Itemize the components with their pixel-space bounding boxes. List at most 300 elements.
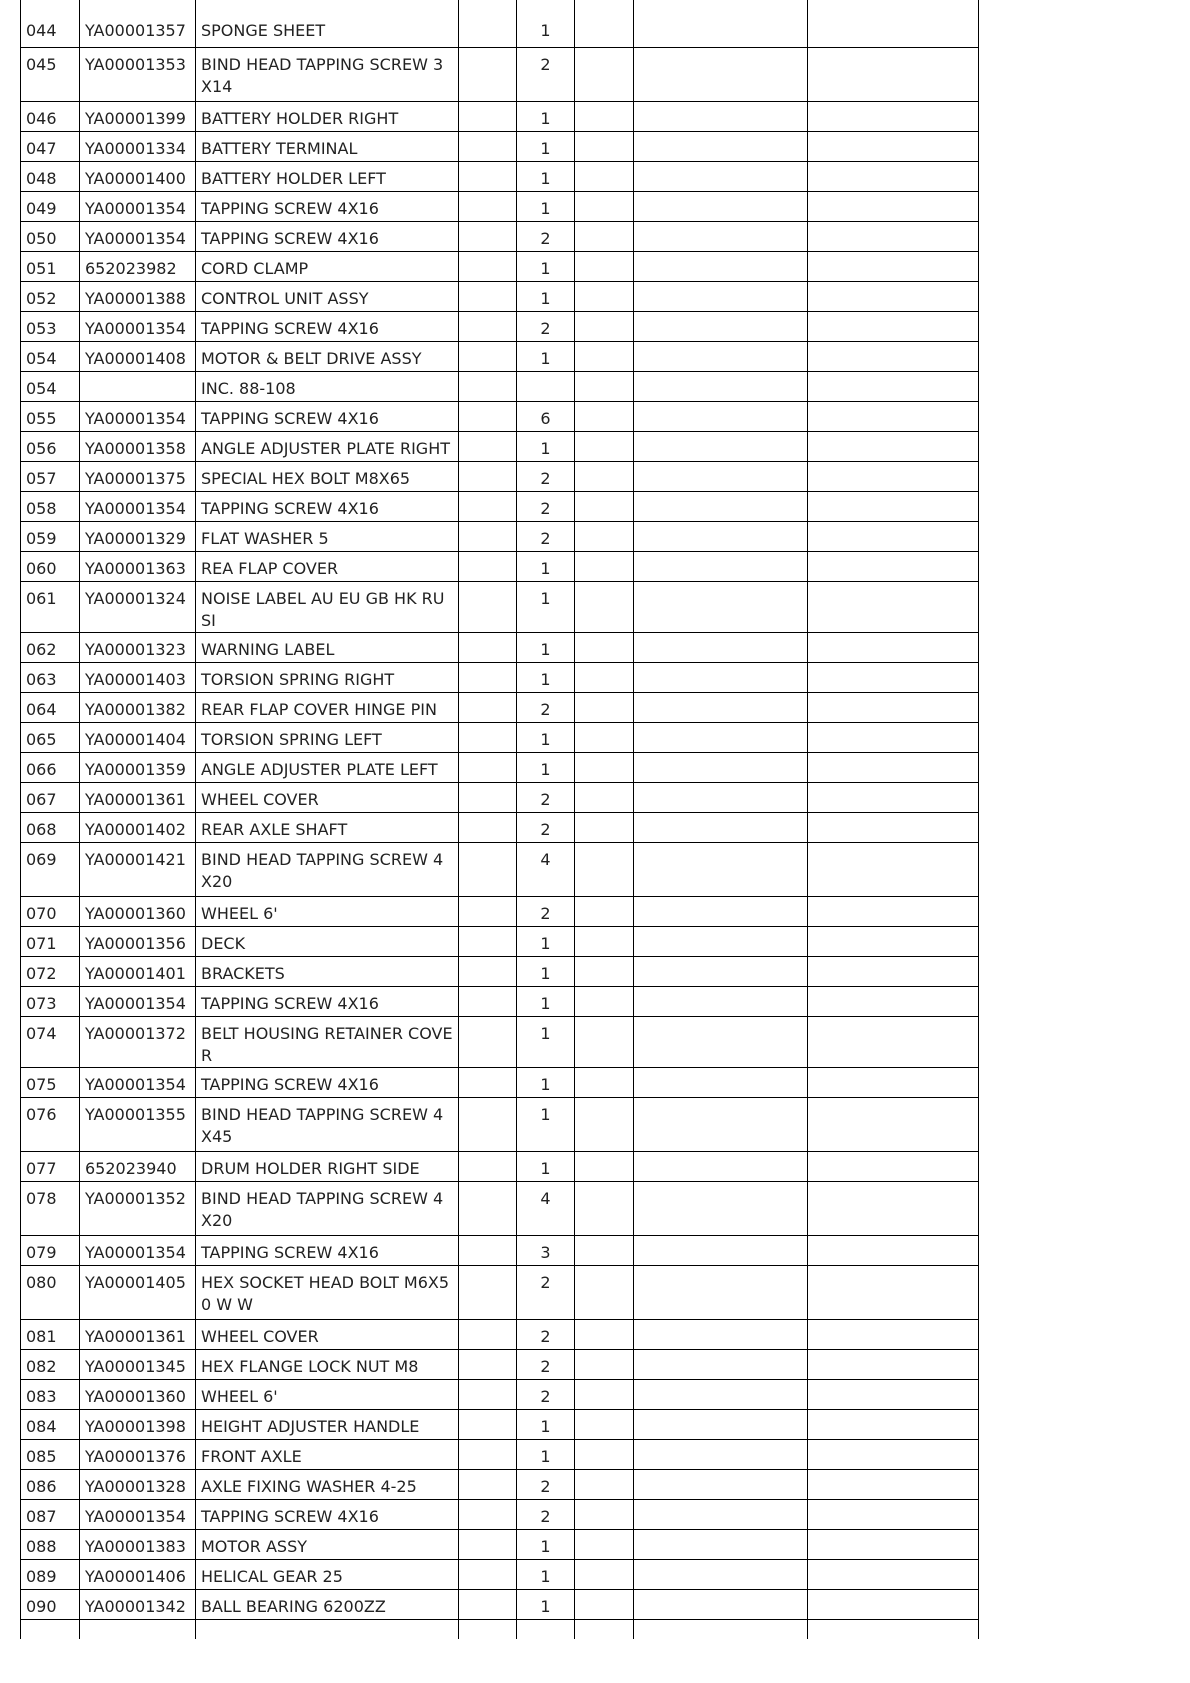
description-cell: TORSION SPRING LEFT: [196, 722, 459, 752]
blank-cell: [459, 491, 517, 521]
part-code-cell: YA00001354: [80, 311, 196, 341]
blank-cell: [808, 722, 979, 752]
blank-cell: [808, 1379, 979, 1409]
item-number-cell: 072: [21, 956, 80, 986]
item-number-cell: 048: [21, 161, 80, 191]
blank-cell: [808, 632, 979, 662]
blank-cell: [575, 1349, 634, 1379]
table-row-continued: [21, 1619, 979, 1639]
blank-cell: [808, 956, 979, 986]
blank-cell: [575, 371, 634, 401]
description-cell: TAPPING SCREW 4X16: [196, 1067, 459, 1097]
blank-cell: [459, 311, 517, 341]
description-cell: REAR AXLE SHAFT: [196, 812, 459, 842]
blank-cell: [459, 521, 517, 551]
blank-cell: [634, 131, 808, 161]
part-code-cell: YA00001354: [80, 1235, 196, 1265]
blank-cell: [808, 1349, 979, 1379]
blank-cell: [634, 47, 808, 101]
quantity-cell: 1: [517, 131, 575, 161]
blank-cell: [808, 1181, 979, 1235]
blank-cell: [575, 1529, 634, 1559]
description-cell: FRONT AXLE: [196, 1439, 459, 1469]
table-row: [21, 1235, 979, 1265]
part-code-cell: YA00001376: [80, 1439, 196, 1469]
description-cell: BATTERY HOLDER RIGHT: [196, 101, 459, 131]
blank-cell: [575, 1589, 634, 1619]
parts-list-table: [20, 0, 979, 1639]
item-number-cell: 053: [21, 311, 80, 341]
blank-cell: [459, 101, 517, 131]
blank-cell: [459, 1319, 517, 1349]
blank-cell: [575, 1181, 634, 1235]
quantity-cell: 1: [517, 0, 575, 47]
blank-cell: [634, 521, 808, 551]
blank-cell: [808, 1151, 979, 1181]
blank-cell: [634, 1319, 808, 1349]
blank-cell: [459, 896, 517, 926]
blank-cell: [459, 1559, 517, 1589]
blank-cell: [575, 581, 634, 632]
part-code-cell: YA00001353: [80, 47, 196, 101]
item-number-cell: 060: [21, 551, 80, 581]
table-row: [21, 221, 979, 251]
blank-cell: [80, 1619, 196, 1639]
blank-cell: [575, 281, 634, 311]
part-code-cell: YA00001406: [80, 1559, 196, 1589]
quantity-cell: 1: [517, 662, 575, 692]
quantity-cell: 3: [517, 1235, 575, 1265]
blank-cell: [808, 986, 979, 1016]
blank-cell: [459, 632, 517, 662]
parts-table-body: [21, 0, 979, 1639]
description-cell: HELICAL GEAR 25: [196, 1559, 459, 1589]
blank-cell: [634, 1409, 808, 1439]
description-cell: BIND HEAD TAPPING SCREW 4X20: [196, 1181, 459, 1235]
blank-cell: [459, 401, 517, 431]
quantity-cell: 1: [517, 1529, 575, 1559]
quantity-cell: 1: [517, 752, 575, 782]
blank-cell: [196, 1619, 459, 1639]
blank-cell: [575, 752, 634, 782]
item-number-cell: 080: [21, 1265, 80, 1319]
blank-cell: [808, 926, 979, 956]
quantity-cell: 2: [517, 491, 575, 521]
blank-cell: [459, 551, 517, 581]
part-code-cell: YA00001372: [80, 1016, 196, 1067]
blank-cell: [808, 1529, 979, 1559]
blank-cell: [808, 47, 979, 101]
table-row: [21, 1097, 979, 1151]
blank-cell: [459, 47, 517, 101]
quantity-cell: 2: [517, 461, 575, 491]
blank-cell: [634, 1097, 808, 1151]
blank-cell: [459, 1529, 517, 1559]
table-row: [21, 722, 979, 752]
item-number-cell: 047: [21, 131, 80, 161]
item-number-cell: 054: [21, 371, 80, 401]
blank-cell: [634, 692, 808, 722]
part-code-cell: YA00001345: [80, 1349, 196, 1379]
blank-cell: [575, 722, 634, 752]
blank-cell: [634, 341, 808, 371]
blank-cell: [808, 131, 979, 161]
quantity-cell: 1: [517, 281, 575, 311]
blank-cell: [634, 926, 808, 956]
blank-cell: [575, 521, 634, 551]
table-row: [21, 161, 979, 191]
description-cell: WHEEL 6': [196, 896, 459, 926]
blank-cell: [459, 1067, 517, 1097]
table-row: [21, 782, 979, 812]
description-cell: SPECIAL HEX BOLT M8X65: [196, 461, 459, 491]
quantity-cell: 1: [517, 551, 575, 581]
blank-cell: [634, 632, 808, 662]
blank-cell: [575, 221, 634, 251]
table-row: [21, 431, 979, 461]
table-row: [21, 461, 979, 491]
item-number-cell: 075: [21, 1067, 80, 1097]
part-code-cell: YA00001342: [80, 1589, 196, 1619]
quantity-cell: 2: [517, 1499, 575, 1529]
blank-cell: [634, 551, 808, 581]
blank-cell: [808, 431, 979, 461]
blank-cell: [808, 521, 979, 551]
description-cell: HEIGHT ADJUSTER HANDLE: [196, 1409, 459, 1439]
blank-cell: [808, 461, 979, 491]
description-cell: TAPPING SCREW 4X16: [196, 986, 459, 1016]
blank-cell: [634, 812, 808, 842]
blank-cell: [459, 1439, 517, 1469]
quantity-cell: 1: [517, 251, 575, 281]
description-cell: NOISE LABEL AU EU GB HK RU SI: [196, 581, 459, 632]
blank-cell: [575, 47, 634, 101]
description-cell: TAPPING SCREW 4X16: [196, 311, 459, 341]
blank-cell: [634, 1181, 808, 1235]
blank-cell: [459, 1379, 517, 1409]
item-number-cell: 074: [21, 1016, 80, 1067]
description-cell: TAPPING SCREW 4X16: [196, 401, 459, 431]
description-cell: ANGLE ADJUSTER PLATE LEFT: [196, 752, 459, 782]
blank-cell: [575, 662, 634, 692]
part-code-cell: YA00001402: [80, 812, 196, 842]
blank-cell: [634, 401, 808, 431]
blank-cell: [808, 1319, 979, 1349]
item-number-cell: 050: [21, 221, 80, 251]
part-code-cell: YA00001354: [80, 401, 196, 431]
description-cell: BELT HOUSING RETAINER COVER: [196, 1016, 459, 1067]
quantity-cell: 2: [517, 1265, 575, 1319]
blank-cell: [808, 101, 979, 131]
blank-cell: [634, 662, 808, 692]
description-cell: TAPPING SCREW 4X16: [196, 191, 459, 221]
quantity-cell: 2: [517, 782, 575, 812]
blank-cell: [575, 1265, 634, 1319]
blank-cell: [808, 281, 979, 311]
description-cell: WHEEL 6': [196, 1379, 459, 1409]
blank-cell: [575, 1559, 634, 1589]
blank-cell: [634, 1235, 808, 1265]
blank-cell: [459, 251, 517, 281]
item-number-cell: 051: [21, 251, 80, 281]
table-row: [21, 251, 979, 281]
blank-cell: [808, 1097, 979, 1151]
item-number-cell: 089: [21, 1559, 80, 1589]
item-number-cell: 066: [21, 752, 80, 782]
blank-cell: [634, 1469, 808, 1499]
quantity-cell: 2: [517, 521, 575, 551]
blank-cell: [808, 1589, 979, 1619]
description-cell: MOTOR ASSY: [196, 1529, 459, 1559]
blank-cell: [634, 1067, 808, 1097]
blank-cell: [808, 311, 979, 341]
part-code-cell: YA00001363: [80, 551, 196, 581]
item-number-cell: 046: [21, 101, 80, 131]
table-row: [21, 0, 979, 47]
table-row: [21, 692, 979, 722]
part-code-cell: YA00001382: [80, 692, 196, 722]
blank-cell: [808, 1067, 979, 1097]
blank-cell: [459, 581, 517, 632]
blank-cell: [575, 1097, 634, 1151]
description-cell: INC. 88-108: [196, 371, 459, 401]
item-number-cell: 073: [21, 986, 80, 1016]
blank-cell: [575, 692, 634, 722]
blank-cell: [808, 662, 979, 692]
description-cell: MOTOR & BELT DRIVE ASSY: [196, 341, 459, 371]
part-code-cell: 652023940: [80, 1151, 196, 1181]
part-code-cell: YA00001408: [80, 341, 196, 371]
blank-cell: [808, 251, 979, 281]
item-number-cell: 064: [21, 692, 80, 722]
item-number-cell: 049: [21, 191, 80, 221]
quantity-cell: 1: [517, 581, 575, 632]
quantity-cell: 2: [517, 1319, 575, 1349]
blank-cell: [634, 1499, 808, 1529]
quantity-cell: 1: [517, 1016, 575, 1067]
blank-cell: [575, 1469, 634, 1499]
quantity-cell: 1: [517, 1559, 575, 1589]
blank-cell: [459, 752, 517, 782]
quantity-cell: 1: [517, 1151, 575, 1181]
blank-cell: [575, 812, 634, 842]
blank-cell: [575, 401, 634, 431]
table-row: [21, 131, 979, 161]
blank-cell: [808, 551, 979, 581]
quantity-cell: 1: [517, 926, 575, 956]
table-row: [21, 752, 979, 782]
item-number-cell: 081: [21, 1319, 80, 1349]
table-row: [21, 1529, 979, 1559]
description-cell: BALL BEARING 6200ZZ: [196, 1589, 459, 1619]
blank-cell: [459, 1151, 517, 1181]
blank-cell: [575, 1235, 634, 1265]
quantity-cell: 1: [517, 431, 575, 461]
blank-cell: [575, 551, 634, 581]
description-cell: HEX SOCKET HEAD BOLT M6X50 W W: [196, 1265, 459, 1319]
item-number-cell: 063: [21, 662, 80, 692]
blank-cell: [459, 1469, 517, 1499]
table-row: [21, 47, 979, 101]
table-row: [21, 1439, 979, 1469]
quantity-cell: 6: [517, 401, 575, 431]
item-number-cell: 068: [21, 812, 80, 842]
blank-cell: [459, 371, 517, 401]
item-number-cell: 065: [21, 722, 80, 752]
description-cell: TAPPING SCREW 4X16: [196, 221, 459, 251]
blank-cell: [575, 1151, 634, 1181]
item-number-cell: 059: [21, 521, 80, 551]
blank-cell: [634, 191, 808, 221]
item-number-cell: 078: [21, 1181, 80, 1235]
description-cell: FLAT WASHER 5: [196, 521, 459, 551]
quantity-cell: 4: [517, 1181, 575, 1235]
part-code-cell: YA00001360: [80, 1379, 196, 1409]
blank-cell: [634, 1349, 808, 1379]
part-code-cell: YA00001324: [80, 581, 196, 632]
item-number-cell: 058: [21, 491, 80, 521]
part-code-cell: YA00001401: [80, 956, 196, 986]
blank-cell: [808, 782, 979, 812]
blank-cell: [634, 842, 808, 896]
quantity-cell: 1: [517, 1409, 575, 1439]
table-row: [21, 101, 979, 131]
part-code-cell: YA00001354: [80, 986, 196, 1016]
blank-cell: [634, 1016, 808, 1067]
quantity-cell: 1: [517, 986, 575, 1016]
blank-cell: [459, 161, 517, 191]
blank-cell: [808, 491, 979, 521]
blank-cell: [517, 1619, 575, 1639]
blank-cell: [459, 842, 517, 896]
part-code-cell: YA00001334: [80, 131, 196, 161]
blank-cell: [459, 0, 517, 47]
blank-cell: [459, 956, 517, 986]
item-number-cell: 087: [21, 1499, 80, 1529]
part-code-cell: YA00001375: [80, 461, 196, 491]
blank-cell: [634, 161, 808, 191]
table-row: [21, 662, 979, 692]
blank-cell: [575, 341, 634, 371]
blank-cell: [459, 1499, 517, 1529]
part-code-cell: YA00001360: [80, 896, 196, 926]
blank-cell: [575, 1016, 634, 1067]
blank-cell: [575, 191, 634, 221]
blank-cell: [808, 812, 979, 842]
blank-cell: [575, 431, 634, 461]
table-row: [21, 1379, 979, 1409]
blank-cell: [634, 1529, 808, 1559]
blank-cell: [634, 371, 808, 401]
table-row: [21, 1181, 979, 1235]
blank-cell: [459, 281, 517, 311]
table-row: [21, 812, 979, 842]
part-code-cell: YA00001404: [80, 722, 196, 752]
blank-cell: [634, 956, 808, 986]
table-row: [21, 896, 979, 926]
blank-cell: [459, 1181, 517, 1235]
blank-cell: [808, 1016, 979, 1067]
table-row: [21, 1067, 979, 1097]
quantity-cell: 2: [517, 812, 575, 842]
blank-cell: [459, 662, 517, 692]
table-row: [21, 581, 979, 632]
part-code-cell: [80, 371, 196, 401]
table-row: [21, 191, 979, 221]
blank-cell: [808, 371, 979, 401]
blank-cell: [634, 461, 808, 491]
blank-cell: [808, 0, 979, 47]
blank-cell: [575, 842, 634, 896]
part-code-cell: YA00001361: [80, 1319, 196, 1349]
blank-cell: [575, 311, 634, 341]
description-cell: BRACKETS: [196, 956, 459, 986]
blank-cell: [575, 782, 634, 812]
blank-cell: [634, 281, 808, 311]
description-cell: BIND HEAD TAPPING SCREW 4X20: [196, 842, 459, 896]
part-code-cell: YA00001329: [80, 521, 196, 551]
description-cell: BIND HEAD TAPPING SCREW 4X45: [196, 1097, 459, 1151]
blank-cell: [634, 0, 808, 47]
quantity-cell: 1: [517, 341, 575, 371]
blank-cell: [575, 632, 634, 662]
blank-cell: [459, 1235, 517, 1265]
blank-cell: [575, 0, 634, 47]
part-code-cell: YA00001403: [80, 662, 196, 692]
description-cell: BIND HEAD TAPPING SCREW 3X14: [196, 47, 459, 101]
blank-cell: [634, 491, 808, 521]
item-number-cell: 052: [21, 281, 80, 311]
part-code-cell: YA00001354: [80, 1499, 196, 1529]
blank-cell: [634, 986, 808, 1016]
table-row: [21, 1349, 979, 1379]
table-row: [21, 1559, 979, 1589]
blank-cell: [459, 191, 517, 221]
table-row: [21, 632, 979, 662]
part-code-cell: YA00001354: [80, 191, 196, 221]
table-row: [21, 926, 979, 956]
quantity-cell: 1: [517, 191, 575, 221]
part-code-cell: YA00001358: [80, 431, 196, 461]
part-code-cell: YA00001421: [80, 842, 196, 896]
blank-cell: [459, 131, 517, 161]
blank-cell: [459, 461, 517, 491]
description-cell: TORSION SPRING RIGHT: [196, 662, 459, 692]
part-code-cell: YA00001405: [80, 1265, 196, 1319]
blank-cell: [634, 722, 808, 752]
item-number-cell: 084: [21, 1409, 80, 1439]
item-number-cell: 069: [21, 842, 80, 896]
description-cell: CONTROL UNIT ASSY: [196, 281, 459, 311]
blank-cell: [575, 1499, 634, 1529]
blank-cell: [459, 722, 517, 752]
item-number-cell: 044: [21, 0, 80, 47]
blank-cell: [575, 1379, 634, 1409]
table-row: [21, 1469, 979, 1499]
description-cell: WARNING LABEL: [196, 632, 459, 662]
table-row: [21, 401, 979, 431]
item-number-cell: 055: [21, 401, 80, 431]
item-number-cell: 062: [21, 632, 80, 662]
part-code-cell: YA00001356: [80, 926, 196, 956]
table-row: [21, 491, 979, 521]
part-code-cell: YA00001399: [80, 101, 196, 131]
quantity-cell: 2: [517, 1469, 575, 1499]
blank-cell: [459, 1589, 517, 1619]
item-number-cell: 061: [21, 581, 80, 632]
blank-cell: [808, 1559, 979, 1589]
quantity-cell: 2: [517, 896, 575, 926]
